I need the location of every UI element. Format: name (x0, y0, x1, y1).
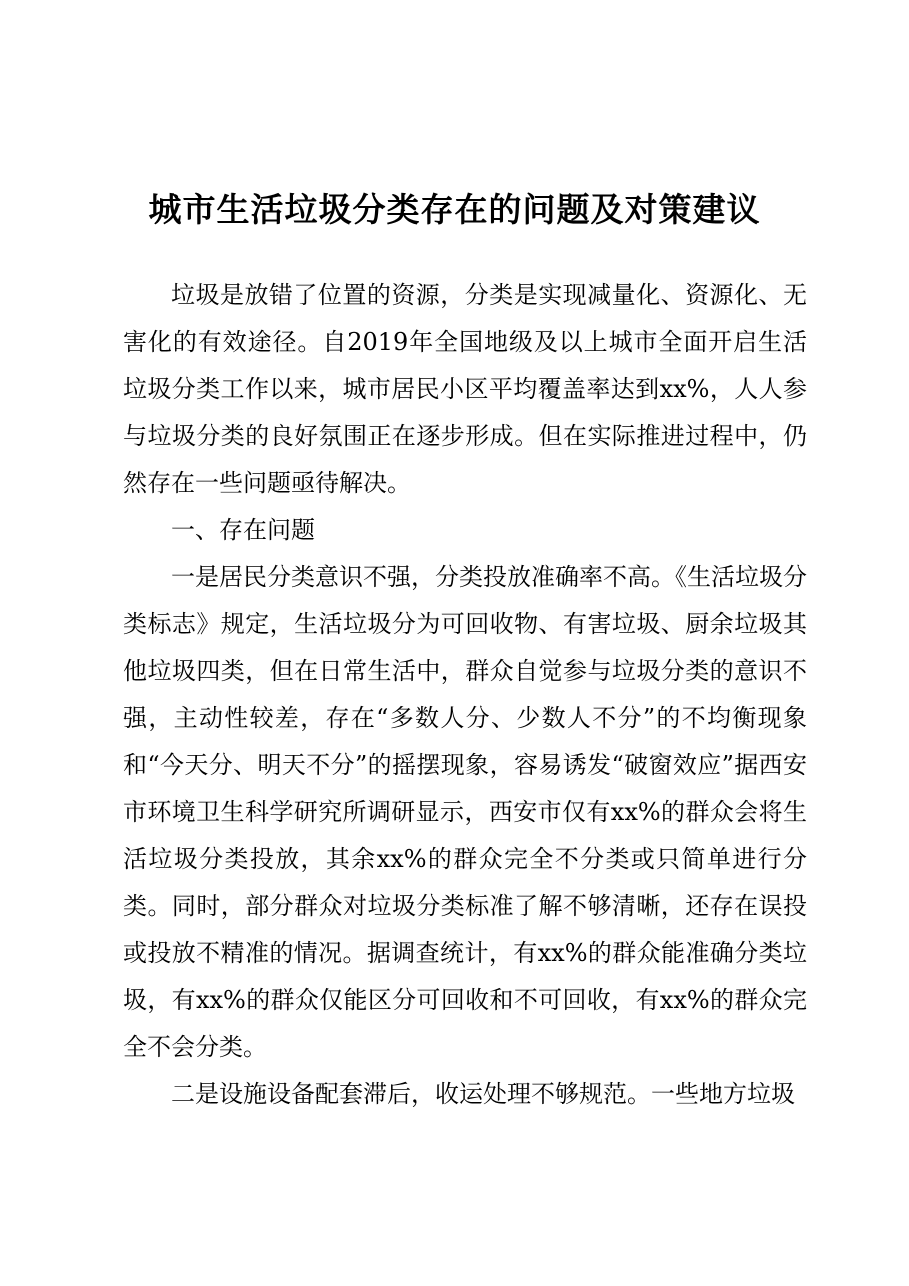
document-title: 城市生活垃圾分类存在的问题及对策建议 (148, 190, 761, 229)
section-heading: 一、存在问题 (171, 516, 315, 544)
paragraph-problem-two: 二是设施设备配套滞后，收运处理不够规范。一些地方垃圾 (171, 1080, 795, 1108)
paragraph-intro: 垃圾是放错了位置的资源，分类是实现减量化、资源化、无害化的有效途径。自2019年全国地级及以上城市全面开启生活垃圾分类工作以来，城市居民小区平均覆盖率达到xx%，人人参与垃圾分类的良好氛围正在逐步形成。但在实际推进过程中，仍然存在一些问题亟待解决。 (123, 281, 807, 497)
paragraph-problem-one: 一是居民分类意识不强，分类投放准确率不高。《生活垃圾分类标志》规定，生活垃圾分为可回收物、有害垃圾、厨余垃圾其他垃圾四类，但在日常生活中，群众自觉参与垃圾分类的意识不强，主动性较差，存在“多数人分、少数人不分”的不均衡现象和“今天分、明天不分”的摇摆现象，容易诱发“破窗效应”据西安市环境卫生科学研究所调研显示，西安市仅有xx%的群众会将生活垃圾分类投放，其余xx%的群众完全不分类或只简单进行分类。同时，部分群众对垃圾分类标准了解不够清晰，还存在误投或投放不精准的情况。据调查统计，有xx%的群众能准确分类垃圾，有xx%的群众仅能区分可回收和不可回收，有xx%的群众完全不会分类。 (123, 563, 807, 1061)
document-body (123, 272, 807, 1118)
